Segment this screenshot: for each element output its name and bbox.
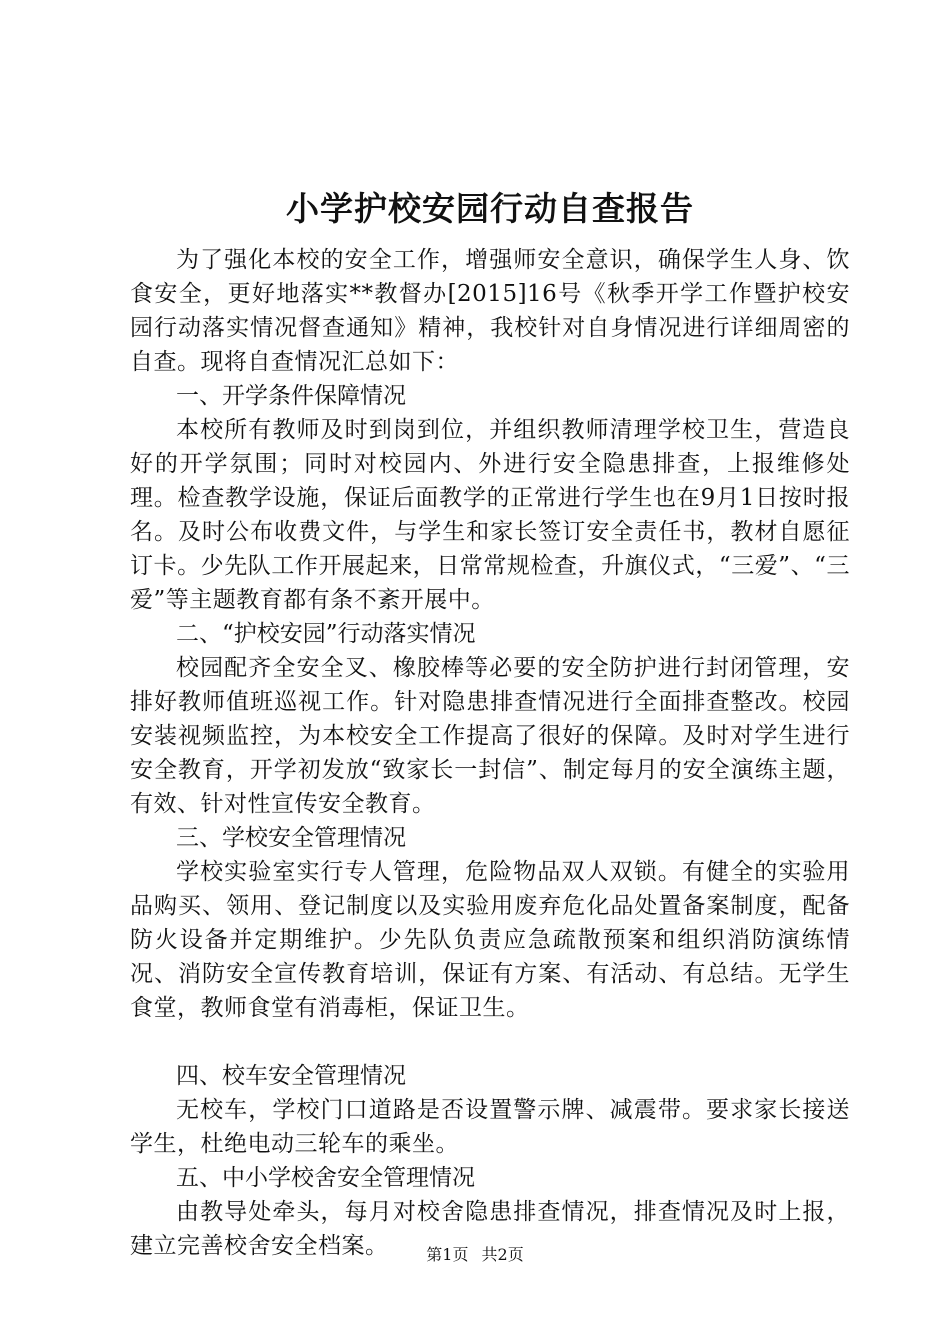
page-footer [0, 1244, 950, 1266]
page-number: 第1页 [426, 1245, 469, 1264]
section-2-heading: 二、“护校安园”行动落实情况 [176, 621, 476, 647]
blank-line [130, 1025, 850, 1059]
section-1-body: 本校所有教师及时到岗到位，并组织教师清理学校卫生，营造良好的开学氛围；同时对校园内、外进行安全隐患排查，上报维修处理。检查教学设施，保证后面教学的正常进行学生也在9月1日按时报名。及时公布收费文件，与学生和家长签订安全责任书，教材自愿征订卡。少先队工作开展起来，日常常规检查，升旗仪式，“三爱”、“三爱”等主题教育都有条不紊开展中。 [130, 417, 850, 613]
section-3-heading: 三、学校安全管理情况 [176, 825, 406, 851]
section-5-heading: 五、中小学校舍安全管理情况 [176, 1165, 475, 1191]
section-1-heading: 一、开学条件保障情况 [176, 383, 406, 409]
section-4-heading: 四、校车安全管理情况 [176, 1063, 406, 1089]
document-title: 小学护校安园行动自查报告 [286, 189, 694, 228]
page-total: 共2页 [481, 1245, 524, 1264]
section-5-body: 由教导处牵头，每月对校舍隐患排查情况，排查情况及时上报，建立完善校舍安全档案。 [130, 1199, 850, 1259]
section-2-body: 校园配齐全安全叉、橡胶棒等必要的安全防护进行封闭管理，安排好教师值班巡视工作。针对隐患排查情况进行全面排查整改。校园安装视频监控，为本校安全工作提高了很好的保障。及时对学生进行安全教育，开学初发放“致家长一封信”、制定每月的安全演练主题，有效、针对性宣传安全教育。 [130, 655, 850, 817]
document-body [130, 183, 850, 1263]
section-4-body: 无校车，学校门口道路是否设置警示牌、减震带。要求家长接送学生，杜绝电动三轮车的乘坐。 [130, 1097, 850, 1157]
section-3-body: 学校实验室实行专人管理，危险物品双人双锁。有健全的实验用品购买、领用、登记制度以及实验用废弃危化品处置备案制度，配备防火设备并定期维护。少先队负责应急疏散预案和组织消防演练情况、消防安全宣传教育培训，保证有方案、有活动、有总结。无学生食堂，教师食堂有消毒柜，保证卫生。 [130, 859, 850, 1021]
intro-paragraph: 为了强化本校的安全工作，增强师安全意识，确保学生人身、饮食安全，更好地落实**教督办[2015]16号《秋季开学工作暨护校安园行动落实情况督查通知》精神，我校针对自身情况进行详细周密的自查。现将自查情况汇总如下： [130, 247, 850, 375]
